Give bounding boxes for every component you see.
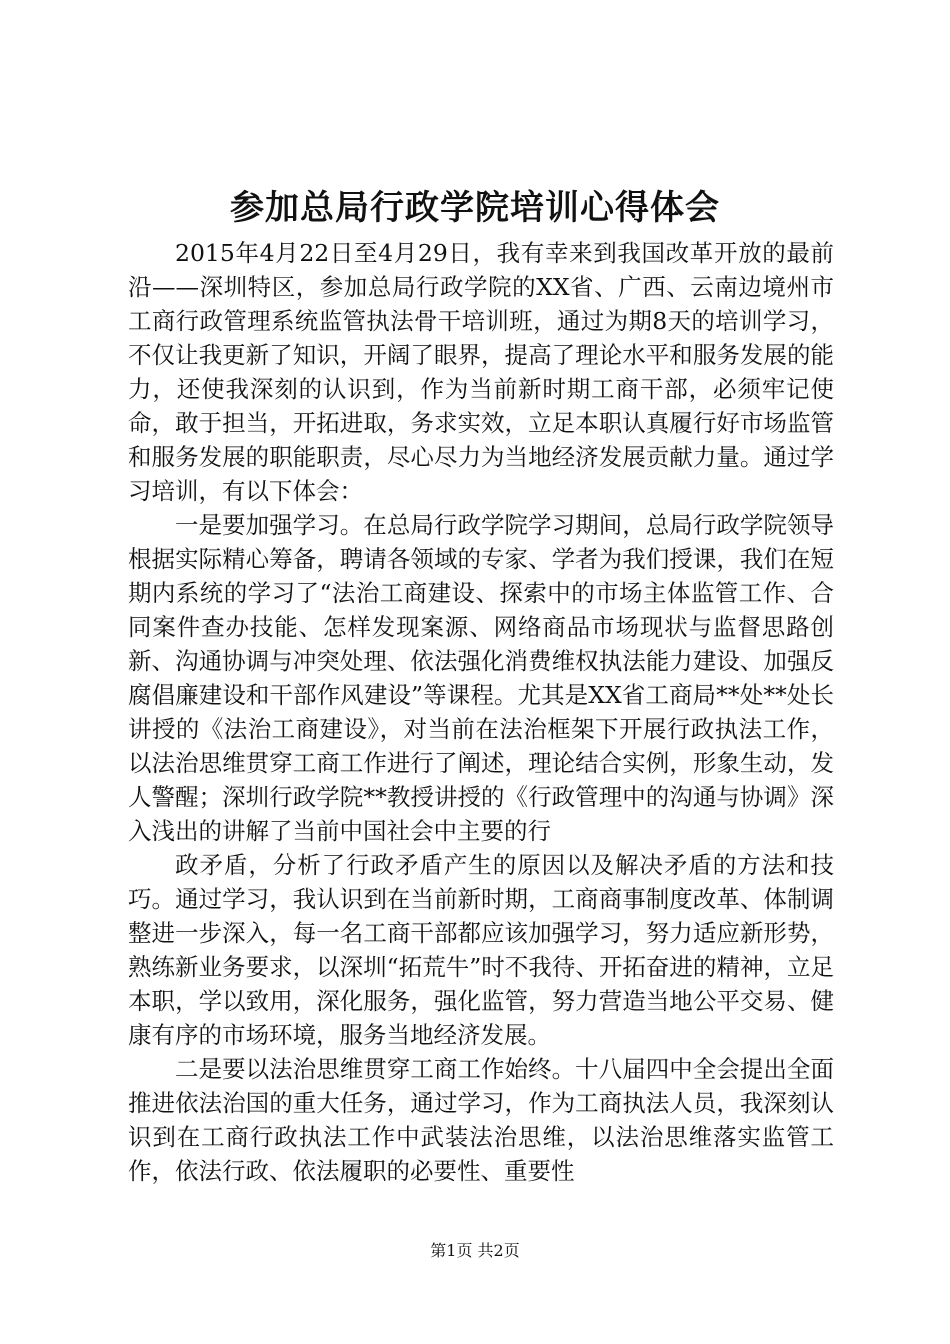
paragraph-point-two: 二是要以法治思维贯穿工商工作始终。十八届四中全会提出全面推进依法治国的重大任务，通过学习，作为工商执法人员，我深刻认识到在工商行政执法工作中武装法治思维，以法治思维落实监管工作，依法行政、依法履职的必要性、重要性 [128, 1055, 834, 1185]
paragraph-intro: 2015年4月22日至4月29日，我有幸来到我国改革开放的最前沿——深圳特区，参加总局行政学院的XX省、广西、云南边境州市工商行政管理系统监管执法骨干培训班，通过为期8天的培训学习，不仅让我更新了知识，开阔了眼界，提高了理论水平和服务发展的能力，还使我深刻的认识到，作为当前新时期工商干部，必须牢记使命，敢于担当，开拓进取，务求实效，立足本职认真履行好市场监管和服务发展的职能职责，尽心尽力为当地经济发展贡献力量。通过学习培训，有以下体会： [128, 239, 834, 505]
paragraph-point-one-continued: 政矛盾，分析了行政矛盾产生的原因以及解决矛盾的方法和技巧。通过学习，我认识到在当前新时期，工商商事制度改革、体制调整进一步深入，每一名工商干部都应该加强学习，努力适应新形势，熟练新业务要求，以深圳“拓荒牛”时不我待、开拓奋进的精神，立足本职，学以致用，深化服务，强化监管，努力营造当地公平交易、健康有序的市场环境，服务当地经济发展。 [128, 851, 834, 1049]
document-title: 参加总局行政学院培训心得体会 [230, 188, 720, 228]
paragraph-point-one: 一是要加强学习。在总局行政学院学习期间，总局行政学院领导根据实际精心筹备，聘请各领域的专家、学者为我们授课，我们在短期内系统的学习了“法治工商建设、探索中的市场主体监管工作、合同案件查办技能、怎样发现案源、网络商品市场现状与监督思路创新、沟通协调与冲突处理、依法强化消费维权执法能力建设、加强反腐倡廉建设和干部作风建设”等课程。尤其是XX省工商局**处**处长讲授的《法治工商建设》，对当前在法治框架下开展行政执法工作，以法治思维贯穿工商工作进行了阐述，理论结合实例，形象生动，发人警醒；深圳行政学院**教授讲授的《行政管理中的沟通与协调》深入浅出的讲解了当前中国社会中主要的行 [128, 511, 834, 845]
document-body [128, 236, 834, 1188]
page-number-footer: 第1页 共2页 [430, 1241, 520, 1260]
